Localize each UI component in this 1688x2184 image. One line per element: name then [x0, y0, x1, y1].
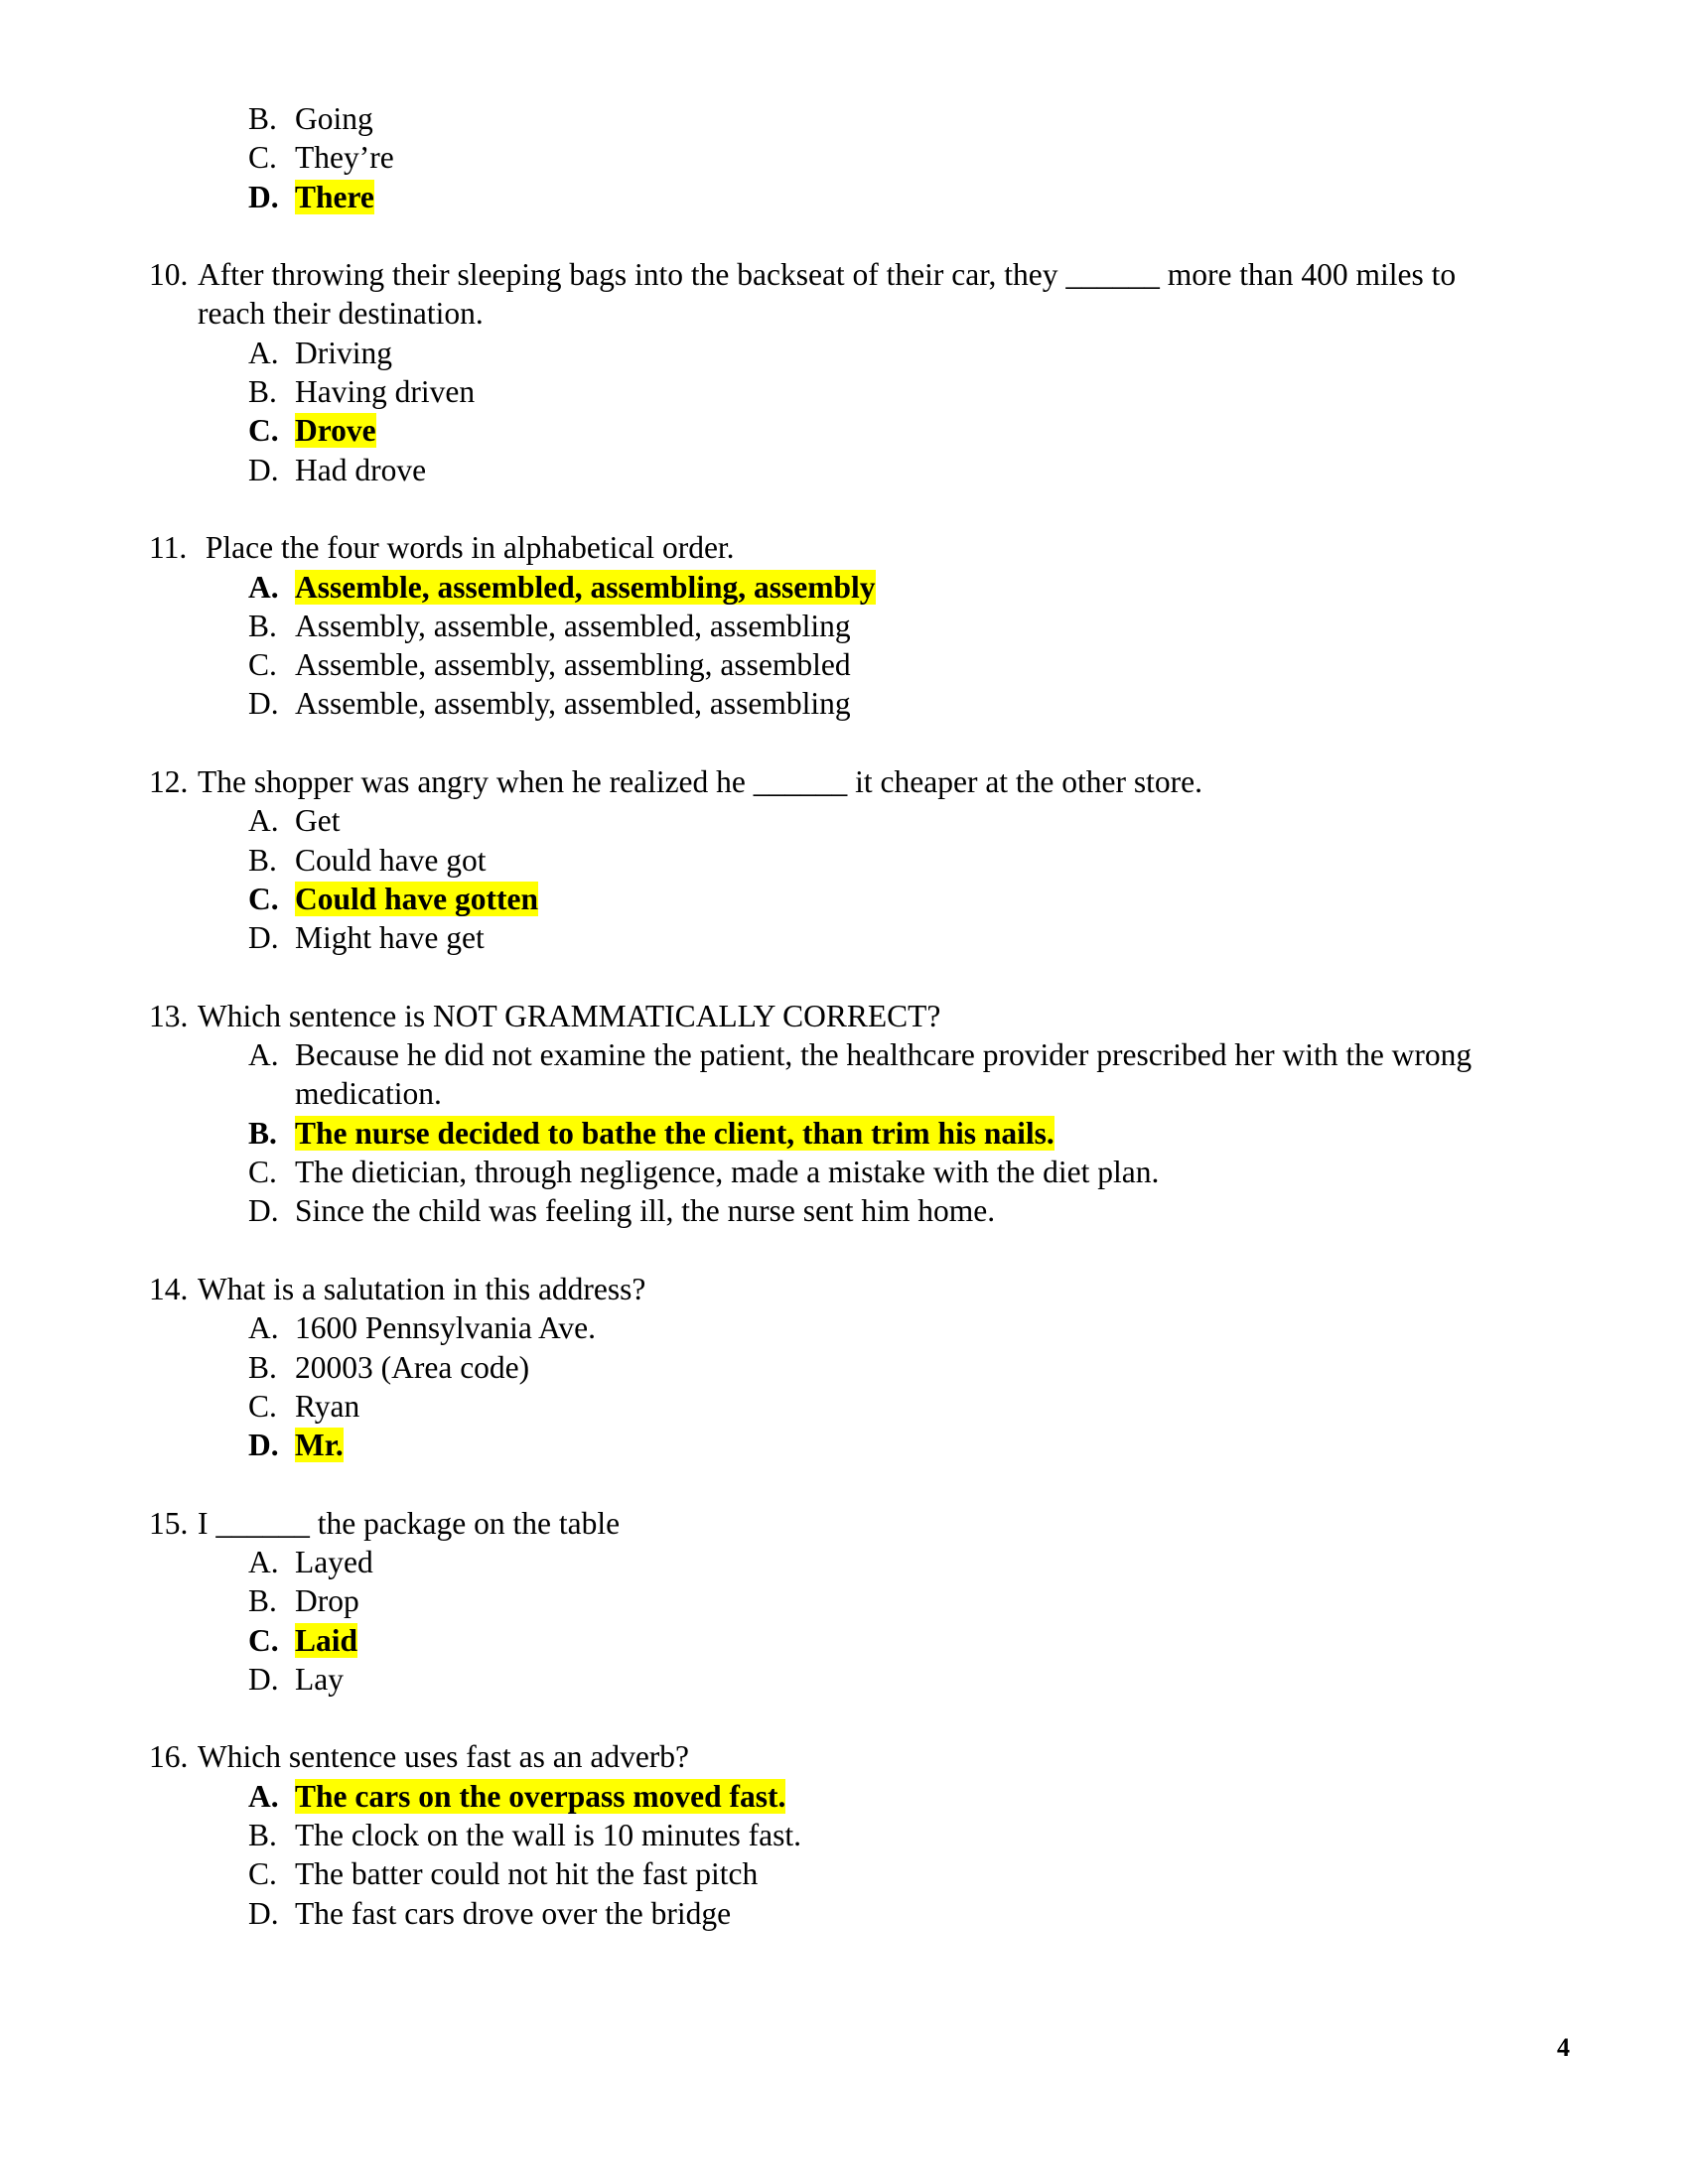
option-text-wrap: [295, 1387, 1536, 1426]
option-text: Assemble, assembly, assembled, assembling: [295, 686, 851, 722]
option-text-wrap: [295, 334, 1536, 372]
question-15: [149, 1504, 1539, 1699]
option-letter: A.: [248, 803, 279, 839]
option-letter: C.: [248, 1155, 277, 1190]
option-text: Because he did not examine the patient, the healthcare provider prescribed her with the wrong medication.: [295, 1037, 1473, 1112]
option-text-wrap: [295, 1426, 1536, 1464]
answer-option-correct: [248, 880, 1539, 918]
option-text: Get: [295, 803, 341, 839]
question-text: What is a salutation in this address?: [198, 1271, 646, 1306]
option-text-wrap: [295, 1308, 1536, 1347]
question-stem: [149, 1737, 1539, 1776]
question-text: The shopper was angry when he realized he ______ it cheaper at the other store.: [198, 764, 1202, 800]
highlighted-answer-text: Assemble, assembled, assembling, assembly: [295, 569, 876, 605]
option-text: 20003 (Area code): [295, 1349, 530, 1385]
option-text: Since the child was feeling ill, the nurse sent him home.: [295, 1193, 996, 1229]
answer-option: [248, 334, 1539, 372]
question-stem: [149, 997, 1539, 1035]
question-9-continued: [149, 99, 1539, 216]
answer-option: [248, 1308, 1539, 1347]
answer-option: [248, 801, 1539, 840]
option-text: Might have get: [295, 920, 485, 956]
option-text-wrap: [295, 99, 1536, 138]
answer-option: [248, 1035, 1539, 1114]
option-text-wrap: [295, 918, 1536, 957]
option-text: Assembly, assemble, assembled, assembling: [295, 608, 851, 643]
option-letter: A.: [248, 569, 279, 605]
option-text-wrap: [295, 684, 1536, 723]
page-number: 4: [1557, 2033, 1570, 2062]
answer-option: [248, 451, 1539, 489]
answer-option: [248, 1816, 1539, 1854]
question-stem: [149, 1270, 1539, 1308]
question-text: After throwing their sleeping bags into the backseat of their car, they ______ more than 400 miles to reach their destination.: [198, 257, 1465, 332]
option-text: The clock on the wall is 10 minutes fast.: [295, 1818, 802, 1853]
option-text-wrap: [295, 607, 1536, 645]
option-text-wrap: [295, 411, 1536, 450]
option-letter: D.: [248, 452, 279, 487]
answer-option: [248, 1894, 1539, 1933]
option-text-wrap: [295, 568, 1536, 607]
answer-option: [248, 1348, 1539, 1387]
question-number: 13.: [149, 998, 189, 1033]
question-text: Which sentence is NOT GRAMMATICALLY CORRECT?: [198, 998, 941, 1033]
option-text-wrap: [295, 645, 1536, 684]
option-text: Going: [295, 101, 373, 136]
highlighted-answer-text: Drove: [295, 413, 376, 449]
question-number: 15.: [149, 1505, 189, 1541]
highlighted-answer-text: Mr.: [295, 1428, 344, 1463]
question-number: 14.: [149, 1271, 189, 1306]
option-letter: C.: [248, 1388, 277, 1424]
option-text-wrap: [295, 841, 1536, 880]
answer-option: [248, 684, 1539, 723]
question-11: [149, 528, 1539, 723]
question-number: 16.: [149, 1739, 189, 1775]
answer-option-correct: [248, 1777, 1539, 1816]
option-text-wrap: [295, 1581, 1536, 1620]
option-text-wrap: [295, 372, 1536, 411]
answer-option: [248, 645, 1539, 684]
option-text: Assemble, assembly, assembling, assembled: [295, 647, 851, 683]
question-number: 11.: [149, 530, 188, 566]
option-text: Drop: [295, 1583, 359, 1619]
option-letter: C.: [248, 1856, 277, 1892]
option-letter: D.: [248, 920, 279, 956]
answer-option: [248, 138, 1539, 177]
question-14: [149, 1270, 1539, 1464]
answer-option: [248, 99, 1539, 138]
option-letter: C.: [248, 1622, 279, 1658]
question-stem: [149, 762, 1539, 801]
question-stem: [149, 528, 1539, 567]
option-text-wrap: [295, 1191, 1536, 1230]
option-letter: B.: [248, 1115, 277, 1151]
highlighted-answer-text: Laid: [295, 1622, 358, 1658]
answer-option: [248, 607, 1539, 645]
option-text-wrap: [295, 1660, 1536, 1699]
answer-option-correct: [248, 1114, 1539, 1153]
option-letter: A.: [248, 1310, 279, 1346]
answer-option-correct: [248, 411, 1539, 450]
option-text-wrap: [295, 1621, 1536, 1660]
option-letter: C.: [248, 881, 279, 916]
option-text-wrap: [295, 178, 1536, 216]
answer-option-correct: [248, 1426, 1539, 1464]
option-letter: A.: [248, 1037, 279, 1073]
option-letter: D.: [248, 1661, 279, 1697]
option-text-wrap: [295, 1153, 1536, 1191]
option-letter: B.: [248, 374, 277, 410]
option-letter: A.: [248, 335, 279, 370]
option-text: Had drove: [295, 452, 427, 487]
option-text-wrap: [295, 1777, 1536, 1816]
answer-option: [248, 1191, 1539, 1230]
option-letter: D.: [248, 1895, 279, 1931]
option-letter: A.: [248, 1778, 279, 1814]
option-text-wrap: [295, 1035, 1536, 1114]
question-text: Place the four words in alphabetical order.: [198, 530, 735, 566]
answer-option: [248, 1660, 1539, 1699]
option-text-wrap: [295, 1854, 1536, 1893]
question-list: [149, 99, 1539, 1972]
option-letter: B.: [248, 1583, 277, 1619]
option-letter: B.: [248, 608, 277, 643]
option-text-wrap: [295, 1543, 1536, 1581]
option-text-wrap: [295, 880, 1536, 918]
option-letter: C.: [248, 140, 277, 176]
option-text: Could have got: [295, 842, 487, 878]
answer-option: [248, 372, 1539, 411]
option-text-wrap: [295, 1348, 1536, 1387]
option-text: Driving: [295, 335, 392, 370]
answer-option: [248, 1854, 1539, 1893]
highlighted-answer-text: There: [295, 179, 374, 214]
question-13: [149, 997, 1539, 1231]
question-number: 12.: [149, 764, 189, 800]
option-text: Ryan: [295, 1388, 360, 1424]
option-text-wrap: [295, 801, 1536, 840]
question-text: I ______ the package on the table: [198, 1505, 621, 1541]
option-letter: A.: [248, 1544, 279, 1579]
option-text-wrap: [295, 451, 1536, 489]
option-text: Lay: [295, 1661, 344, 1697]
option-letter: C.: [248, 647, 277, 683]
option-letter: B.: [248, 1818, 277, 1853]
question-text: Which sentence uses fast as an adverb?: [198, 1739, 690, 1775]
option-letter: D.: [248, 1193, 279, 1229]
option-text-wrap: [295, 1114, 1536, 1153]
option-text: The batter could not hit the fast pitch: [295, 1856, 759, 1892]
question-stem: [149, 1504, 1539, 1543]
highlighted-answer-text: Could have gotten: [295, 881, 539, 916]
option-text-wrap: [295, 138, 1536, 177]
option-text: 1600 Pennsylvania Ave.: [295, 1310, 597, 1346]
answer-option: [248, 918, 1539, 957]
question-10: [149, 255, 1539, 489]
option-text: Having driven: [295, 374, 476, 410]
option-text: Layed: [295, 1544, 373, 1579]
option-text-wrap: [295, 1816, 1536, 1854]
option-letter: D.: [248, 1428, 279, 1463]
highlighted-answer-text: The nurse decided to bathe the client, than trim his nails.: [295, 1115, 1055, 1151]
question-16: [149, 1737, 1539, 1932]
option-letter: B.: [248, 1349, 277, 1385]
answer-option: [248, 1387, 1539, 1426]
highlighted-answer-text: The cars on the overpass moved fast.: [295, 1778, 786, 1814]
option-text: The fast cars drove over the bridge: [295, 1895, 732, 1931]
option-letter: C.: [248, 413, 279, 449]
option-letter: B.: [248, 842, 277, 878]
answer-option-correct: [248, 178, 1539, 216]
option-letter: D.: [248, 179, 279, 214]
question-12: [149, 762, 1539, 957]
option-letter: D.: [248, 686, 279, 722]
option-text: The dietician, through negligence, made a mistake with the diet plan.: [295, 1155, 1160, 1190]
option-text: They’re: [295, 140, 394, 176]
option-letter: B.: [248, 101, 277, 136]
question-stem: [149, 255, 1539, 334]
answer-option: [248, 841, 1539, 880]
question-number: 10.: [149, 257, 189, 293]
answer-option: [248, 1153, 1539, 1191]
answer-option: [248, 1543, 1539, 1581]
option-text-wrap: [295, 1894, 1536, 1933]
answer-option-correct: [248, 1621, 1539, 1660]
answer-option: [248, 1581, 1539, 1620]
answer-option-correct: [248, 568, 1539, 607]
